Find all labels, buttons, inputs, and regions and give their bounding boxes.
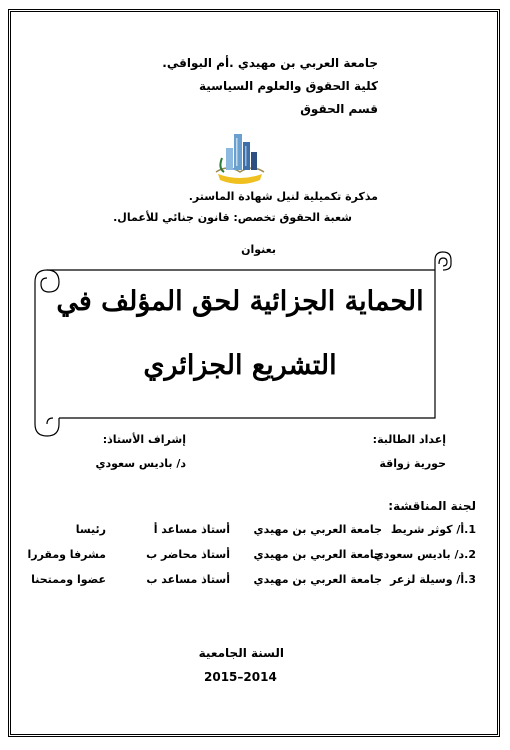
member-rank: أستاذ مساعد ب xyxy=(146,573,230,586)
thesis-title-line1: الحماية الجزائية لحق المؤلف في xyxy=(56,286,424,317)
member-rank: أستاذ مساعد أ xyxy=(153,523,230,536)
member-role: رئيسا xyxy=(75,523,106,536)
member-role: مشرفا ومقررا xyxy=(27,548,106,561)
thesis-note: مذكرة تكميلية لنيل شهادة الماستر. xyxy=(188,190,378,203)
academic-year-label: السنة الجامعية xyxy=(198,646,284,660)
academic-year: 2015–2014 xyxy=(204,670,277,684)
member-name: 3.أ/ وسيلة لزعر xyxy=(390,573,476,586)
member-university: جامعة العربي بن مهيدي xyxy=(253,523,382,536)
member-name: 2.د/ باديس سعودي xyxy=(373,548,476,561)
member-university: جامعة العربي بن مهيدي xyxy=(253,548,382,561)
supervisor-name: د/ باديس سعودي xyxy=(95,457,186,470)
student-label: إعداد الطالبة: xyxy=(372,433,446,446)
title-intro: بعنوان xyxy=(241,243,276,256)
member-rank: أستاذ محاضر ب xyxy=(146,548,230,561)
supervisor-label: إشراف الأستاذ: xyxy=(102,433,186,446)
committee-label: لجنة المناقشة: xyxy=(388,499,476,513)
university-name: جامعة العربي بن مهيدي .أم البواقي. xyxy=(162,56,378,70)
faculty-name: كلية الحقوق والعلوم السياسية xyxy=(198,79,378,93)
department-name: قسم الحقوق xyxy=(300,102,378,116)
member-name: 1.أ/ كوثر شريط xyxy=(390,523,476,536)
member-university: جامعة العربي بن مهيدي xyxy=(253,573,382,586)
university-logo-icon xyxy=(212,128,268,188)
title-scroll-frame xyxy=(25,250,455,438)
specialty-line: شعبة الحقوق تخصص: قانون جنائي للأعمال. xyxy=(113,211,352,224)
member-role: عضوا وممتحنا xyxy=(31,573,106,586)
student-name: حورية زواقة xyxy=(379,457,446,470)
thesis-title-line2: التشريع الجزائري xyxy=(143,350,337,381)
